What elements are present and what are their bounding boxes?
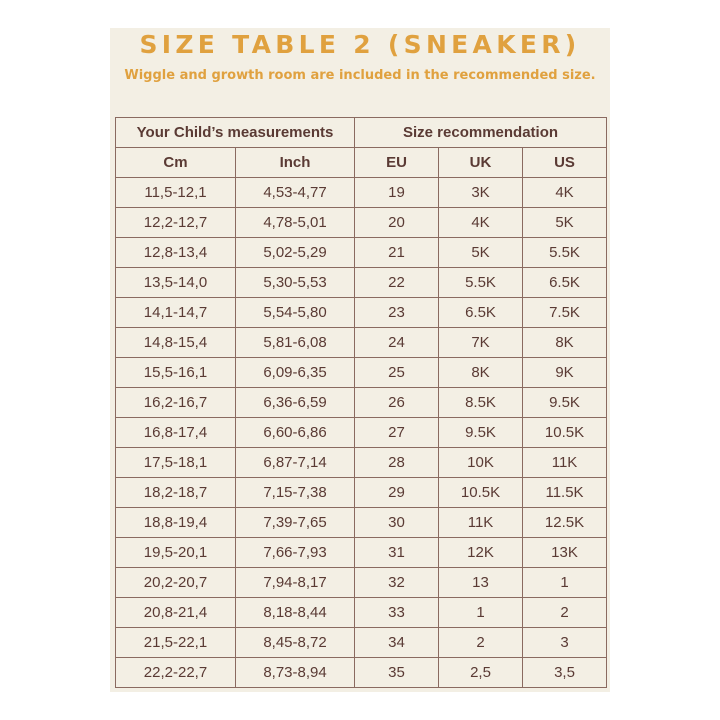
- table-row: [116, 628, 607, 658]
- cell-cm: 19,5-20,1: [116, 538, 236, 568]
- cell-cm: 15,5-16,1: [116, 358, 236, 388]
- cell-eu: 34: [355, 628, 439, 658]
- cell-cm: 20,2-20,7: [116, 568, 236, 598]
- cell-eu: 30: [355, 508, 439, 538]
- cell-eu: 25: [355, 358, 439, 388]
- cell-inch: 7,94-8,17: [236, 568, 355, 598]
- cell-inch: 7,15-7,38: [236, 478, 355, 508]
- cell-inch: 8,18-8,44: [236, 598, 355, 628]
- cell-uk: 6.5K: [439, 298, 523, 328]
- cell-us: 9K: [523, 358, 607, 388]
- cell-eu: 23: [355, 298, 439, 328]
- cell-inch: 6,36-6,59: [236, 388, 355, 418]
- cell-us: 11.5K: [523, 478, 607, 508]
- cell-inch: 6,60-6,86: [236, 418, 355, 448]
- cell-uk: 13: [439, 568, 523, 598]
- group-header-recommendation: Size recommendation: [355, 118, 607, 148]
- cell-uk: 10K: [439, 448, 523, 478]
- cell-us: 9.5K: [523, 388, 607, 418]
- cell-us: 1: [523, 568, 607, 598]
- table-row: [116, 208, 607, 238]
- cell-eu: 22: [355, 268, 439, 298]
- cell-inch: 5,81-6,08: [236, 328, 355, 358]
- page-subtitle: Wiggle and growth room are included in the recommended size.: [124, 68, 596, 83]
- table-row: [116, 658, 607, 688]
- group-header-measurements: Your Child’s measurements: [116, 118, 355, 148]
- size-table: [115, 117, 607, 688]
- cell-inch: 8,45-8,72: [236, 628, 355, 658]
- column-header-uk: UK: [439, 148, 523, 178]
- cell-inch: 8,73-8,94: [236, 658, 355, 688]
- cell-uk: 10.5K: [439, 478, 523, 508]
- cell-uk: 5.5K: [439, 268, 523, 298]
- table-row: [116, 478, 607, 508]
- cell-us: 12.5K: [523, 508, 607, 538]
- column-header-eu: EU: [355, 148, 439, 178]
- cell-eu: 20: [355, 208, 439, 238]
- cell-us: 6.5K: [523, 268, 607, 298]
- cell-cm: 21,5-22,1: [116, 628, 236, 658]
- table-row: [116, 598, 607, 628]
- cell-inch: 7,66-7,93: [236, 538, 355, 568]
- cell-cm: 13,5-14,0: [116, 268, 236, 298]
- cell-us: 7.5K: [523, 298, 607, 328]
- cell-uk: 2,5: [439, 658, 523, 688]
- cell-inch: 4,78-5,01: [236, 208, 355, 238]
- cell-us: 5K: [523, 208, 607, 238]
- cell-eu: 35: [355, 658, 439, 688]
- cell-eu: 19: [355, 178, 439, 208]
- table-row: [116, 418, 607, 448]
- table-row: [116, 178, 607, 208]
- cell-cm: 14,1-14,7: [116, 298, 236, 328]
- cell-uk: 8K: [439, 358, 523, 388]
- table-row: [116, 388, 607, 418]
- cell-uk: 7K: [439, 328, 523, 358]
- table-row: [116, 328, 607, 358]
- cell-eu: 31: [355, 538, 439, 568]
- cell-us: 5.5K: [523, 238, 607, 268]
- cell-us: 8K: [523, 328, 607, 358]
- column-header-row: [116, 148, 607, 178]
- size-table-panel: [110, 28, 610, 692]
- cell-uk: 11K: [439, 508, 523, 538]
- cell-us: 3: [523, 628, 607, 658]
- cell-inch: 5,54-5,80: [236, 298, 355, 328]
- cell-uk: 9.5K: [439, 418, 523, 448]
- cell-eu: 28: [355, 448, 439, 478]
- cell-uk: 12K: [439, 538, 523, 568]
- cell-uk: 2: [439, 628, 523, 658]
- table-row: [116, 568, 607, 598]
- cell-cm: 14,8-15,4: [116, 328, 236, 358]
- cell-cm: 16,2-16,7: [116, 388, 236, 418]
- column-header-inch: Inch: [236, 148, 355, 178]
- cell-eu: 27: [355, 418, 439, 448]
- cell-eu: 29: [355, 478, 439, 508]
- cell-uk: 8.5K: [439, 388, 523, 418]
- table-row: [116, 238, 607, 268]
- cell-eu: 33: [355, 598, 439, 628]
- size-table-body: [116, 178, 607, 688]
- group-header-row: [116, 118, 607, 148]
- cell-us: 3,5: [523, 658, 607, 688]
- page-title: SIZE TABLE 2 (SNEAKER): [139, 30, 581, 59]
- cell-cm: 12,8-13,4: [116, 238, 236, 268]
- table-row: [116, 538, 607, 568]
- column-header-us: US: [523, 148, 607, 178]
- cell-us: 2: [523, 598, 607, 628]
- cell-cm: 18,2-18,7: [116, 478, 236, 508]
- cell-cm: 17,5-18,1: [116, 448, 236, 478]
- cell-uk: 3K: [439, 178, 523, 208]
- cell-uk: 4K: [439, 208, 523, 238]
- cell-us: 4K: [523, 178, 607, 208]
- table-row: [116, 448, 607, 478]
- cell-cm: 11,5-12,1: [116, 178, 236, 208]
- table-row: [116, 358, 607, 388]
- cell-cm: 12,2-12,7: [116, 208, 236, 238]
- cell-cm: 18,8-19,4: [116, 508, 236, 538]
- cell-us: 10.5K: [523, 418, 607, 448]
- cell-inch: 5,30-5,53: [236, 268, 355, 298]
- column-header-cm: Cm: [116, 148, 236, 178]
- cell-uk: 5K: [439, 238, 523, 268]
- table-row: [116, 298, 607, 328]
- cell-inch: 4,53-4,77: [236, 178, 355, 208]
- cell-cm: 16,8-17,4: [116, 418, 236, 448]
- cell-inch: 6,09-6,35: [236, 358, 355, 388]
- cell-cm: 20,8-21,4: [116, 598, 236, 628]
- cell-uk: 1: [439, 598, 523, 628]
- cell-inch: 6,87-7,14: [236, 448, 355, 478]
- cell-us: 13K: [523, 538, 607, 568]
- cell-cm: 22,2-22,7: [116, 658, 236, 688]
- cell-eu: 21: [355, 238, 439, 268]
- cell-us: 11K: [523, 448, 607, 478]
- cell-eu: 24: [355, 328, 439, 358]
- cell-eu: 32: [355, 568, 439, 598]
- cell-inch: 5,02-5,29: [236, 238, 355, 268]
- cell-eu: 26: [355, 388, 439, 418]
- cell-inch: 7,39-7,65: [236, 508, 355, 538]
- table-row: [116, 268, 607, 298]
- table-row: [116, 508, 607, 538]
